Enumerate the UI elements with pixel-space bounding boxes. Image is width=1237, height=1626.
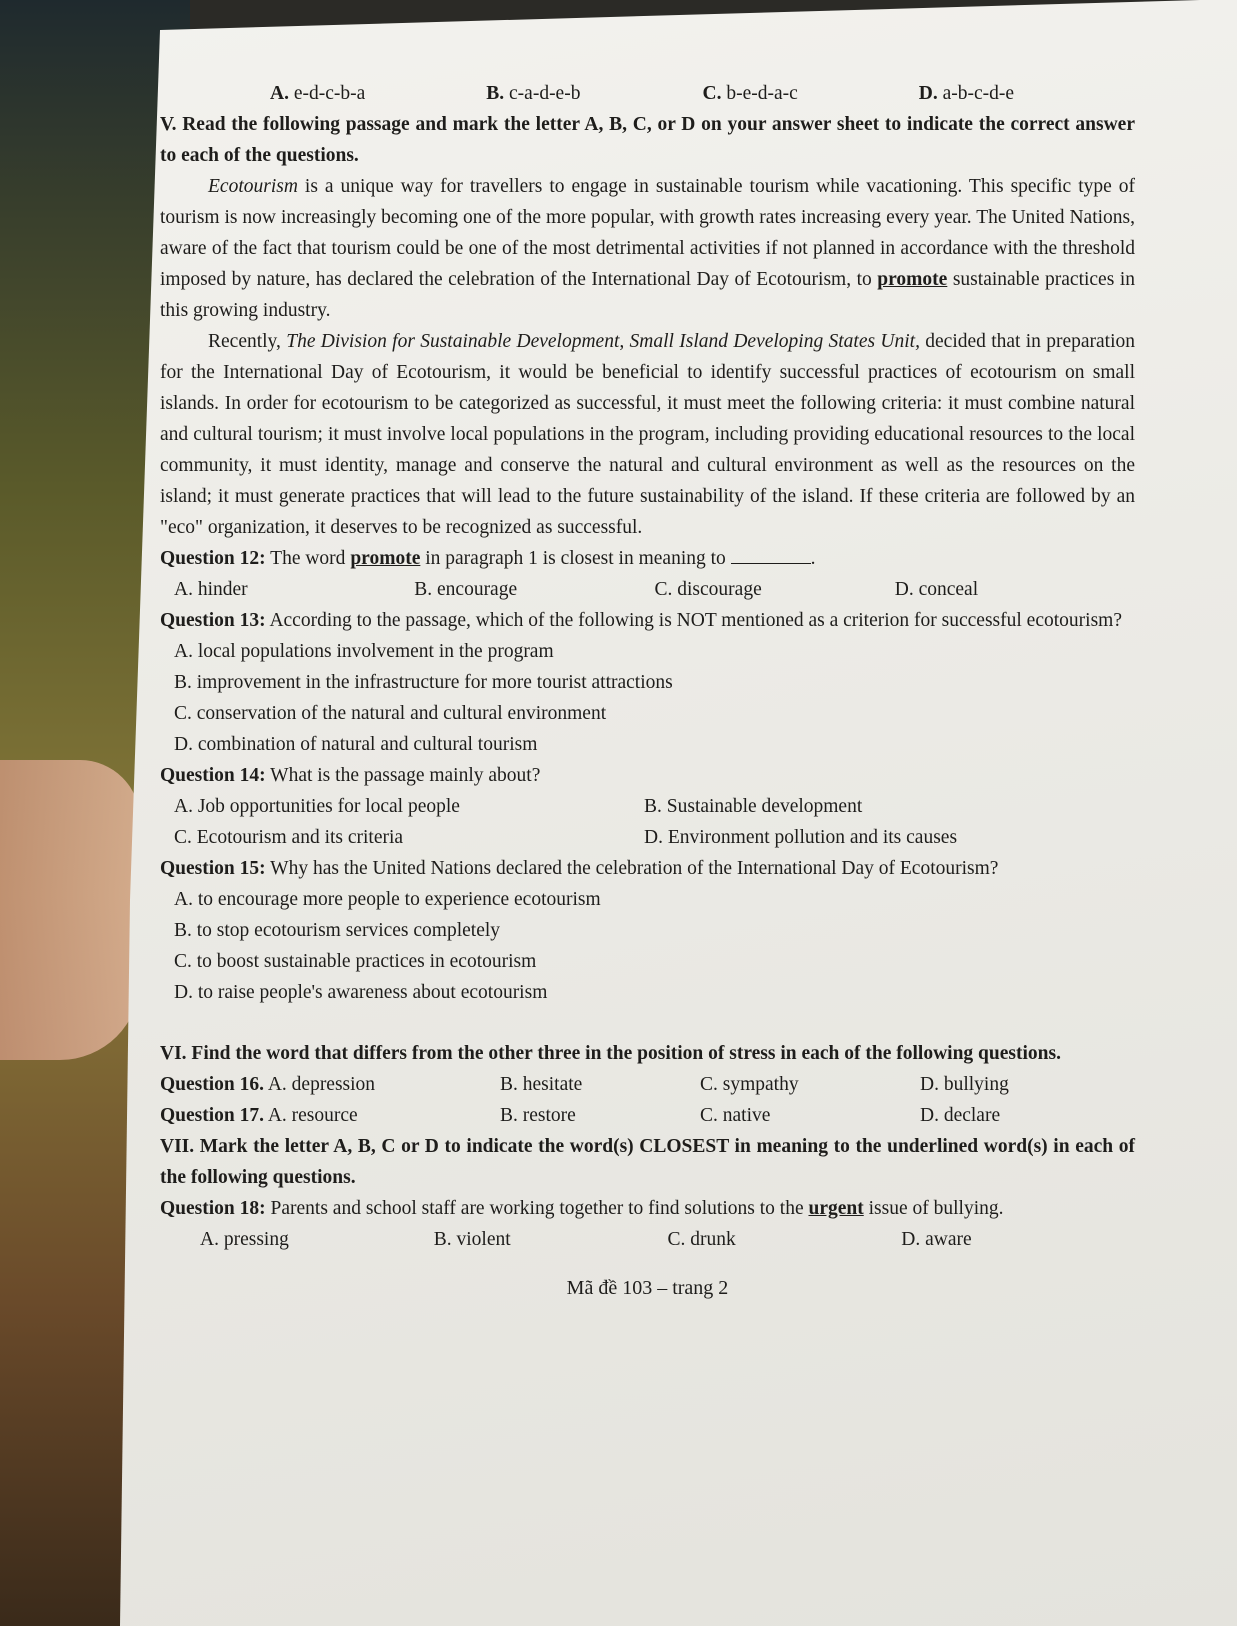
q15-option-a[interactable]: A. to encourage more people to experience ecotourism [174,889,601,910]
q12-option-b[interactable]: B. encourage [414,579,518,600]
q16-option-a[interactable]: A. depression [267,1074,376,1095]
top-option-a: A. e-d-c-b-a [270,83,366,104]
question-17: Question 17. A. resource B. restore C. native D. declare [160,1100,1135,1131]
q15-option-c[interactable]: C. to boost sustainable practices in ecotourism [174,951,537,972]
answer-blank [731,545,811,564]
q15-option-b[interactable]: B. to stop ecotourism services completely [174,920,501,941]
q14-option-d[interactable]: D. Environment pollution and its causes [644,827,958,848]
q18-option-d[interactable]: D. aware [901,1229,972,1250]
question-12: Question 12: The word promote in paragraph 1 is closest in meaning to . A. hinder B. encourage C. discourage D. conceal [160,543,1135,605]
top-option-b: B. c-a-d-e-b [486,83,581,104]
q12-option-d[interactable]: D. conceal [894,579,979,600]
page-footer: Mã đề 103 – trang 2 [566,1277,729,1299]
q16-option-b[interactable]: B. hesitate [500,1074,583,1095]
q12-option-c[interactable]: C. discourage [654,579,762,600]
top-option-c: C. b-e-d-a-c [702,83,798,104]
q13-option-b[interactable]: B. improvement in the infrastructure for more tourist attractions [174,672,673,693]
q14-option-c[interactable]: C. Ecotourism and its criteria [174,827,404,848]
q13-option-d[interactable]: D. combination of natural and cultural tourism [174,734,538,755]
question-15: Question 15: Why has the United Nations declared the celebration of the International Day of Ecotourism? A. to encourage more people to experience ecotourism B. to stop ecotourism services completely C. to boost sustainable practices in ecotourism D. to raise people's awareness about ecotourism [160,853,1135,1008]
q17-option-a[interactable]: A. resource [267,1105,358,1126]
document-content [160,78,1135,1304]
section5-heading: V. Read the following passage and mark the letter A, B, C, or D on your answer sheet to indicate the correct answer to each of the questions. [160,114,1135,166]
question-14: Question 14: What is the passage mainly about? A. Job opportunities for local people B. Sustainable development C. Ecotourism and its criteria D. Environment pollution and its causes [160,760,1135,853]
section6-heading: VI. Find the word that differs from the other three in the position of stress in each of the following questions. [160,1043,1061,1064]
q18-option-b[interactable]: B. violent [433,1229,511,1250]
q17-option-d[interactable]: D. declare [920,1105,1001,1126]
section7-heading: VII. Mark the letter A, B, C or D to indicate the word(s) CLOSEST in meaning to the underlined word(s) in each of the following questions. [160,1136,1135,1188]
q13-option-a[interactable]: A. local populations involvement in the program [174,641,554,662]
top-option-d: D. a-b-c-d-e [918,83,1015,104]
passage-paragraph-2: Recently, The Division for Sustainable Development, Small Island Developing States Unit, decided that in preparation for the International Day of Ecotourism, it would be beneficial to identify successful practices of ecotourism on small islands. In order for ecotourism to be categorized as successful, it must meet the following criteria: it must combine natural and cultural tourism; it must involve local populations in the program, including providing educational resources to the local community, it must identity, manage and conserve the natural and cultural environment as well as the resources on the island; it must generate practices that will lead to the future sustainability of the island. If these criteria are followed by an "eco" organization, it deserves to be recognized as successful. [160,331,1135,538]
q13-option-c[interactable]: C. conservation of the natural and cultural environment [174,703,607,724]
q17-option-c[interactable]: C. native [700,1105,771,1126]
q14-option-b[interactable]: B. Sustainable development [644,796,863,817]
q17-option-b[interactable]: B. restore [500,1105,576,1126]
top-options [160,78,1135,109]
hand-photo [0,760,140,1060]
question-18: Question 18: Parents and school staff are working together to find solutions to the urgent issue of bullying. A. pressing B. violent C. drunk D. aware [160,1193,1135,1255]
question-13: Question 13: According to the passage, which of the following is NOT mentioned as a criterion for successful ecotourism? A. local populations involvement in the program B. improvement in the infrastructure for more tourist attractions C. conservation of the natural and cultural environment D. combination of natural and cultural tourism [160,605,1135,760]
question-16: Question 16. A. depression B. hesitate C. sympathy D. bullying [160,1069,1135,1100]
passage-paragraph-1: Ecotourism is a unique way for travellers to engage in sustainable tourism while vacationing. This specific type of tourism is now increasingly becoming one of the more popular, with growth rates increasing every year. The United Nations, aware of the fact that tourism could be one of the most detrimental activities if not planned in accordance with the threshold imposed by nature, has declared the celebration of the International Day of Ecotourism, to promote sustainable practices in this growing industry. [160,176,1135,321]
q12-option-a[interactable]: A. hinder [174,579,248,600]
q14-option-a[interactable]: A. Job opportunities for local people [174,796,460,817]
q18-option-a[interactable]: A. pressing [200,1229,289,1250]
q18-option-c[interactable]: C. drunk [667,1229,736,1250]
q16-option-d[interactable]: D. bullying [920,1074,1009,1095]
q16-option-c[interactable]: C. sympathy [700,1074,799,1095]
q15-option-d[interactable]: D. to raise people's awareness about ecotourism [174,982,548,1003]
